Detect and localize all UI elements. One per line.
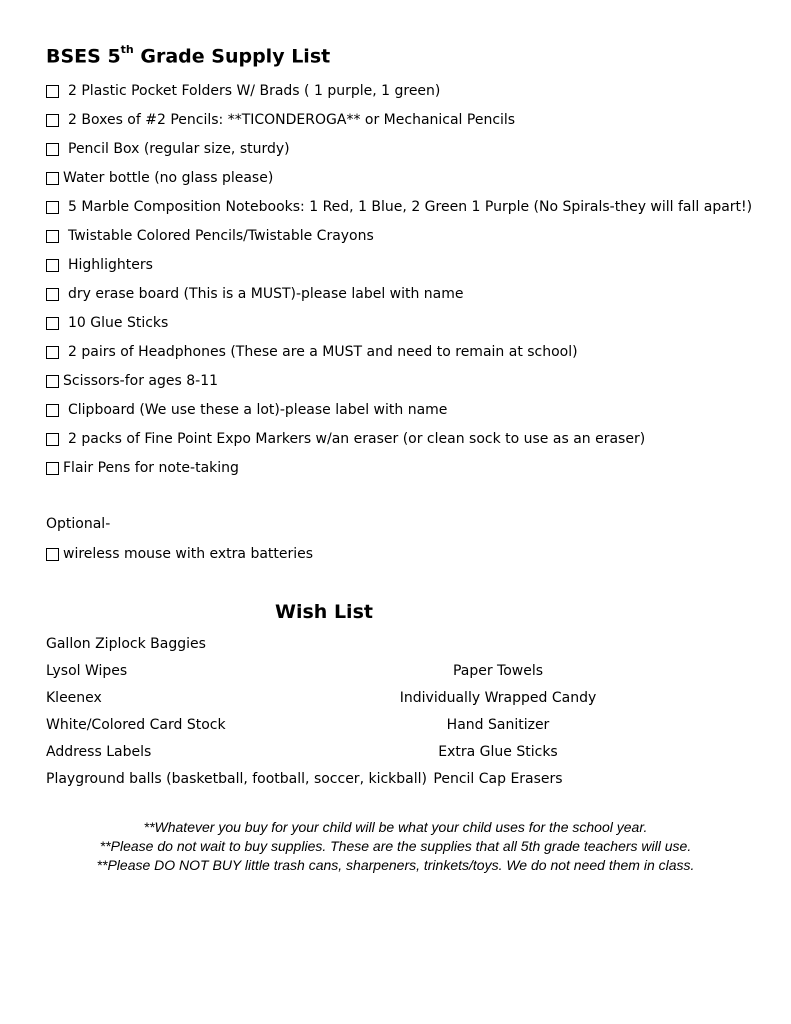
checkbox[interactable] [46, 288, 59, 301]
wish-item: Kleenex [46, 690, 102, 706]
supply-item[interactable] [46, 167, 273, 189]
supply-item-label: 2 pairs of Headphones (These are a MUST and need to remain at school) [68, 344, 578, 360]
checkbox[interactable] [46, 375, 59, 388]
wish-item: Address Labels [46, 744, 152, 760]
note-line: **Please DO NOT BUY little trash cans, sharpeners, trinkets/toys. We do not need them in class. [96, 857, 695, 873]
supply-item-label: 10 Glue Sticks [68, 315, 169, 331]
checkbox[interactable] [46, 317, 59, 330]
optional-item-label: wireless mouse with extra batteries [63, 546, 314, 562]
checkbox[interactable] [46, 259, 59, 272]
wish-item: Pencil Cap Erasers [433, 771, 563, 787]
supply-item-label: 2 Plastic Pocket Folders W/ Brads ( 1 purple, 1 green) [68, 83, 441, 99]
note-line: **Please do not wait to buy supplies. These are the supplies that all 5th grade teachers will use. [99, 838, 692, 854]
wish-list-title: Wish List [275, 601, 373, 623]
title-rest: Grade Supply List [133, 45, 331, 68]
checkbox[interactable] [46, 433, 59, 446]
optional-item[interactable] [46, 543, 313, 565]
wish-item: Gallon Ziplock Baggies [46, 636, 206, 652]
checkbox[interactable] [46, 85, 59, 98]
optional-label: Optional- [46, 516, 111, 532]
wish-item: Hand Sanitizer [446, 717, 550, 733]
supply-item-label: Pencil Box (regular size, sturdy) [68, 141, 290, 157]
wish-item: Individually Wrapped Candy [399, 690, 597, 706]
title-superscript: th [120, 43, 134, 56]
checkbox[interactable] [46, 404, 59, 417]
supply-item-label: 5 Marble Composition Notebooks: 1 Red, 1 Blue, 2 Green 1 Purple (No Spirals-they will fall apart!) [68, 199, 753, 215]
supply-item-label: Water bottle (no glass please) [63, 170, 274, 186]
checkbox[interactable] [46, 201, 59, 214]
wish-item: Paper Towels [452, 663, 544, 679]
checkbox[interactable] [46, 462, 59, 475]
supply-item-label: 2 Boxes of #2 Pencils: **TICONDEROGA** or Mechanical Pencils [68, 112, 516, 128]
supply-item-label: Highlighters [68, 257, 153, 273]
supply-item-label: 2 packs of Fine Point Expo Markers w/an eraser (or clean sock to use as an eraser) [68, 431, 646, 447]
supply-item-label: Flair Pens for note-taking [63, 460, 239, 476]
wish-item: Lysol Wipes [46, 663, 128, 679]
wish-item: Playground balls (basketball, football, soccer, kickball) [46, 771, 427, 787]
wish-item: White/Colored Card Stock [46, 717, 226, 733]
supply-item[interactable] [46, 80, 440, 102]
supply-item-label: dry erase board (This is a MUST)-please label with name [68, 286, 464, 302]
checkbox[interactable] [46, 230, 59, 243]
supply-item[interactable] [46, 399, 447, 421]
page-title [46, 45, 330, 67]
supply-item[interactable] [46, 283, 464, 305]
checkbox[interactable] [46, 346, 59, 359]
checkbox[interactable] [46, 143, 59, 156]
checkbox[interactable] [46, 114, 59, 127]
supply-item[interactable] [46, 138, 290, 160]
supply-item[interactable] [46, 196, 752, 218]
supply-item[interactable] [46, 312, 168, 334]
supply-item[interactable] [46, 428, 645, 450]
title-main: BSES 5 [46, 45, 121, 68]
supply-item[interactable] [46, 457, 239, 479]
supply-item-label: Clipboard (We use these a lot)-please label with name [68, 402, 448, 418]
supply-item-label: Scissors-for ages 8-11 [63, 373, 219, 389]
supply-item-label: Twistable Colored Pencils/Twistable Crayons [68, 228, 374, 244]
note-line: **Whatever you buy for your child will be what your child uses for the school year. [143, 819, 648, 835]
wish-item: Extra Glue Sticks [438, 744, 558, 760]
checkbox[interactable] [46, 548, 59, 561]
supply-item[interactable] [46, 254, 153, 276]
supply-item[interactable] [46, 109, 515, 131]
supply-item[interactable] [46, 225, 374, 247]
supply-item[interactable] [46, 341, 578, 363]
checkbox[interactable] [46, 172, 59, 185]
supply-item[interactable] [46, 370, 218, 392]
